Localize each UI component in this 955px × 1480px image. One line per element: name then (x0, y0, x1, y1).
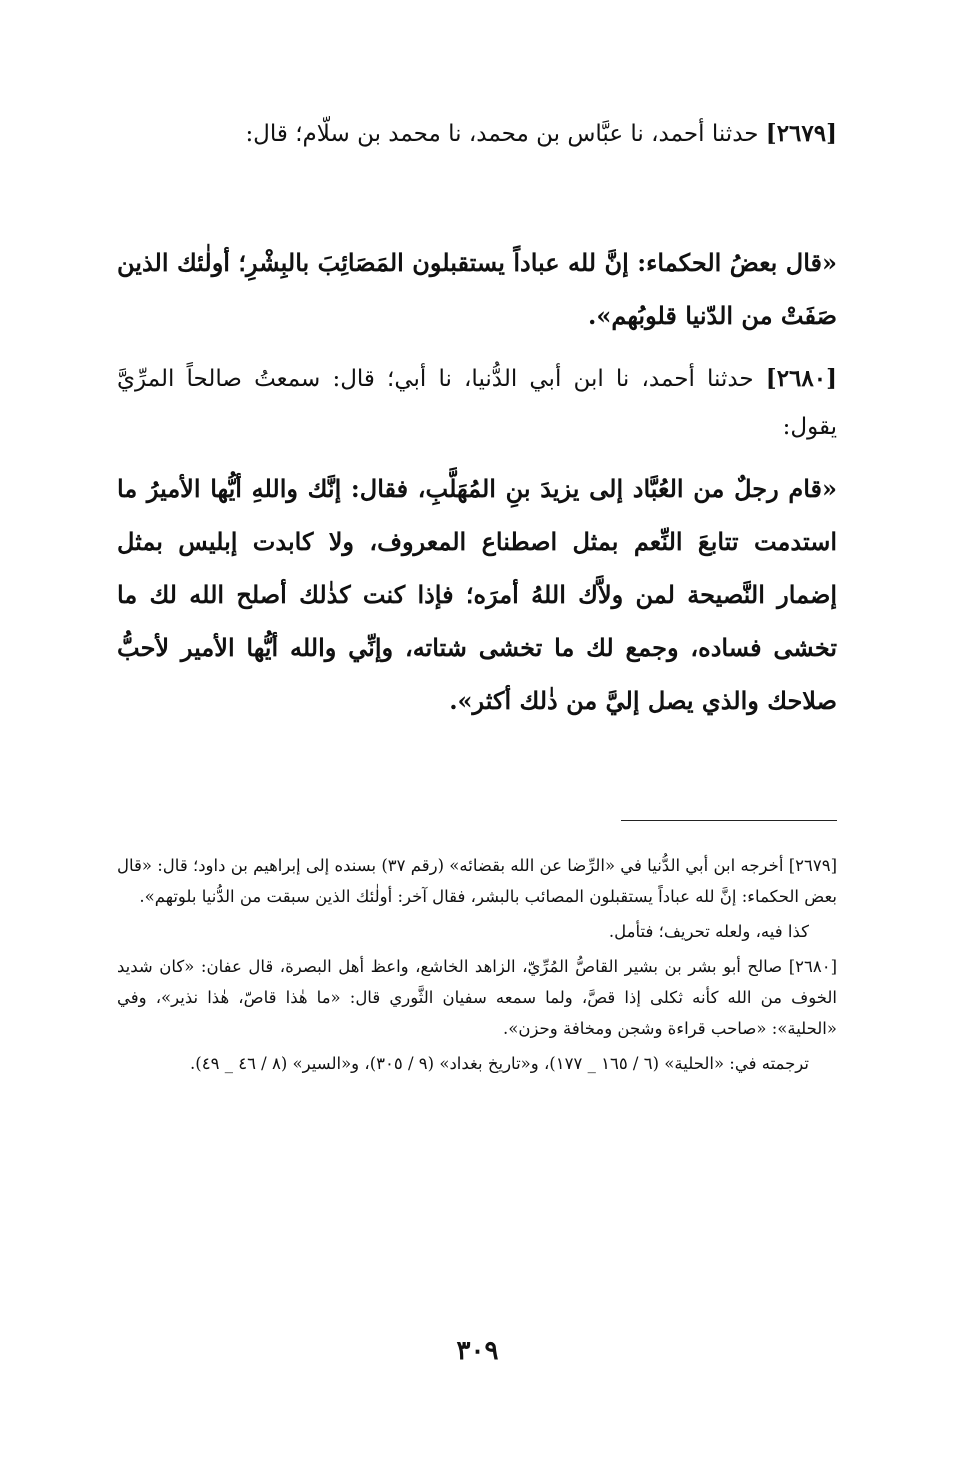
footnote-references (117, 1048, 837, 1079)
footnote-number: [٢٦٨٠] (788, 957, 838, 976)
footnote-divider (621, 820, 837, 821)
hadith-2680-quote: «قام رجلٌ من العُبَّاد إلى يزيدَ بنِ المُهَلَّبِ، فقال: إنَّك واللهِ أيُّها الأميرُ ما استدمت تتابعَ النِّعم بمثل اصطناع المعروف، ولا كابدت إبليس بمثل إضمار النَّصيحة لمن ولاَّك اللهُ أمرَه؛ فإذا كنت كذٰلك أصلح الله لك ما تخشى فساده، وجمع لك ما تخشى شتاته، وإنِّي والله أيُّها الأمير لأحبُّ صلاحك والذي يصل إليَّ من ذٰلك أكثر». (117, 474, 837, 715)
page-number: ٣٠٩ (456, 1336, 499, 1366)
hadith-2679-isnad (117, 110, 837, 158)
footnote-2680 (117, 951, 837, 1044)
isnad-text: حدثنا أحمد، نا ابن أبي الدُّنيا، نا أبي؛ قال: سمعتُ صالحاً المرِّيَّ يقول: (117, 366, 837, 440)
hadith-number: [٢٦٨٠] (765, 365, 837, 392)
isnad-text: حدثنا أحمد، نا عبَّاس بن محمد، نا محمد بن سلّام؛ قال: (245, 121, 759, 147)
footnote-text: صالح أبو بشر بن بشير القاصُّ المُرِّيّ، الزاهد الخاشع، واعظ أهل البصرة، قال عفان: «كان شديد الخوف من الله كأنه ثكلى إذا قصَّ، ولما سمعه سفيان الثَّوري قال: «ما هٰذا قاصّ، هٰذا نذير»، وفي «الحلية»: «صاحب قراءة وشجن ومخافة وحزن». (117, 957, 837, 1038)
footnote-2679 (117, 850, 837, 912)
footnote-number: [٢٦٧٩] (788, 856, 838, 875)
hadith-number: [٢٦٧٩] (765, 120, 837, 147)
footnote-text: كذا فيه، ولعله تحريف؛ فتأمل. (608, 922, 809, 941)
footnote-text: أخرجه ابن أبي الدُّنيا في «الرِّضا عن الله بقضائه» (رقم ٣٧) بسنده إلى إبراهيم بن داود؛ قال: «قال بعض الحكماء: إنَّ لله عباداً يستقبلون المصائب بالبشر، فقال آخر: أولٰئك الذين سبقت من الدُّنيا بلوتهم». (117, 856, 837, 906)
footnotes (117, 850, 837, 1083)
footnote-remark (117, 916, 837, 947)
hadith-2680-isnad (117, 355, 837, 451)
footnote-text: ترجمته في: «الحلية» (٦ / ١٦٥ _ ١٧٧)، و«تاريخ بغداد» (٩ / ٣٠٥)، و«السير» (٨ / ٤٦ _ ٤٩). (190, 1054, 809, 1073)
hadith-2679-quote: «قال بعضُ الحكماء: إنَّ لله عباداً يستقبلون المَصَائِبَ بالبِشْرِ؛ أولٰئك الذين صَفَتْ من الدّنيا قلوبُهم». (117, 248, 837, 330)
